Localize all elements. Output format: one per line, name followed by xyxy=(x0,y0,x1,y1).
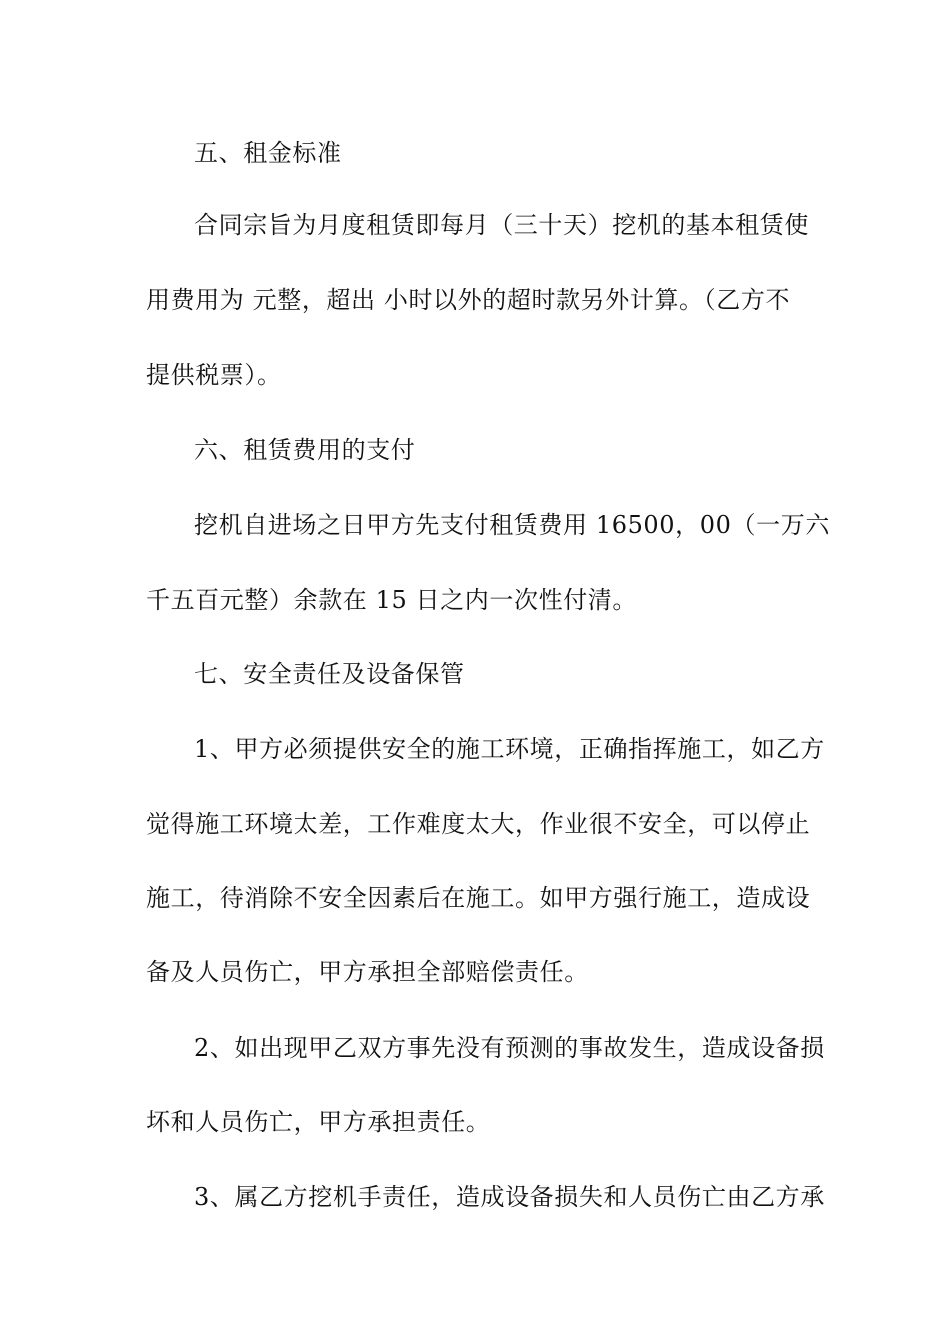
paragraph-line: 挖机自进场之日甲方先支付租赁费用 16500，00（一万六 xyxy=(194,511,830,539)
paragraph-line: 提供税票）。 xyxy=(146,361,282,389)
paragraph-line: 觉得施工环境太差，工作难度太大，作业很不安全，可以停止 xyxy=(146,810,811,838)
paragraph-line: 千五百元整）余款在 15 日之内一次性付清。 xyxy=(146,586,637,614)
paragraph-line: 3、属乙方挖机手责任，造成设备损失和人员伤亡由乙方承 xyxy=(194,1183,825,1211)
section-heading-rent-standard: 五、租金标准 xyxy=(194,139,342,167)
paragraph-line: 用费用为 元整，超出 小时以外的超时款另外计算。（乙方不 xyxy=(146,286,791,314)
paragraph-line: 施工，待消除不安全因素后在施工。如甲方强行施工，造成设 xyxy=(146,884,811,912)
paragraph-line: 坏和人员伤亡，甲方承担责任。 xyxy=(146,1108,491,1136)
paragraph-line: 1、甲方必须提供安全的施工环境，正确指挥施工，如乙方 xyxy=(194,735,825,763)
paragraph-line: 备及人员伤亡，甲方承担全部赔偿责任。 xyxy=(146,958,589,986)
section-heading-payment: 六、租赁费用的支付 xyxy=(194,436,416,464)
paragraph-line: 合同宗旨为月度租赁即每月（三十天）挖机的基本租赁使 xyxy=(194,211,809,239)
section-heading-safety: 七、安全责任及设备保管 xyxy=(194,660,465,688)
paragraph-line: 2、如出现甲乙双方事先没有预测的事故发生，造成设备损 xyxy=(194,1034,825,1062)
